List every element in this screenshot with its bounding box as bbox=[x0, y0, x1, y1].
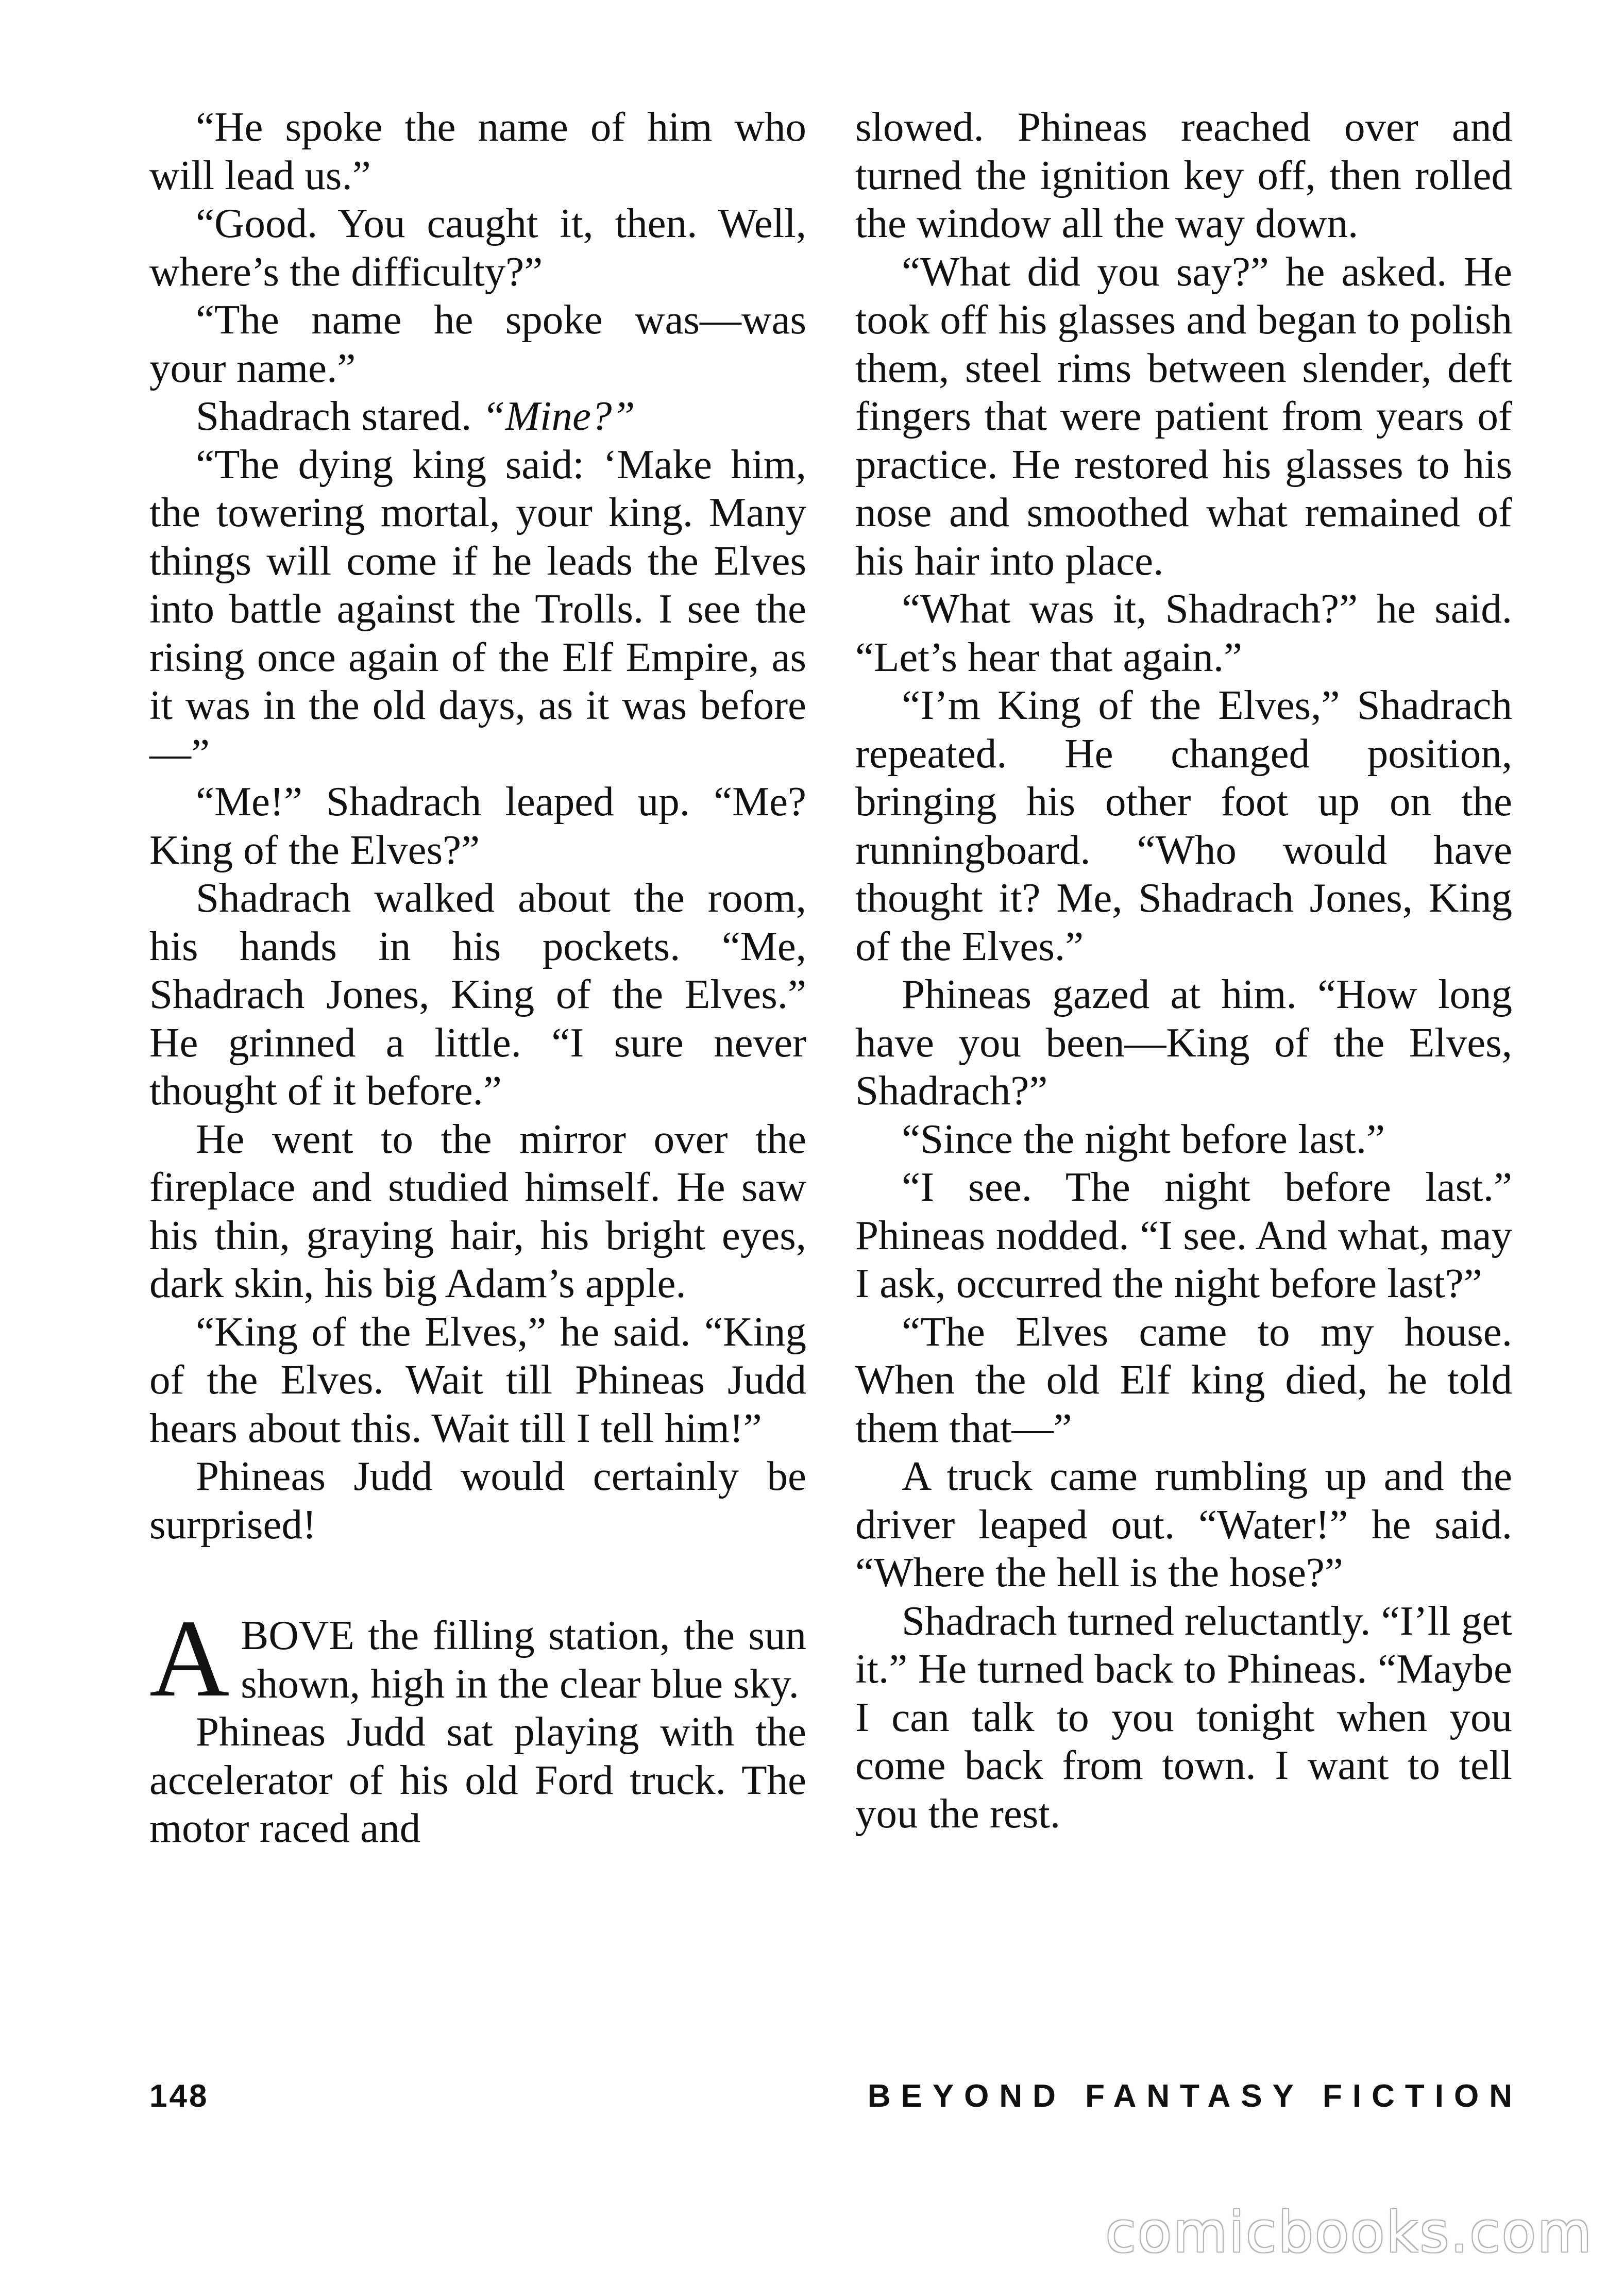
left-column bbox=[149, 103, 806, 1853]
paragraph: “He spoke the name of him who will lead us.” bbox=[149, 104, 806, 198]
section-opening-text: BOVE the filling station, the sun shown, high in the clear blue sky. bbox=[241, 1612, 806, 1707]
stared-sentence: Shadrach stared. bbox=[196, 393, 472, 439]
paragraph: “I’m King of the Elves,” Shadrach repeated. He changed position, bringing his other foot up on the runningboard. “Who would have thought it? Me, Shadrach Jones, King of the Elves.” bbox=[855, 682, 1512, 969]
paragraph: Phineas Judd sat playing with the accelerator of his old Ford truck. The motor raced and bbox=[149, 1708, 806, 1851]
paragraph: Phineas Judd would certainly be surprised! bbox=[149, 1453, 806, 1548]
section-opening-paragraph bbox=[149, 1597, 806, 1720]
paragraph bbox=[149, 392, 806, 441]
paragraph: slowed. Phineas reached over and turned the ignition key off, then rolled the window all the way down. bbox=[855, 104, 1512, 246]
paragraph: Shadrach walked about the room, his hands in his pockets. “Me, Shadrach Jones, King of the Elves.” He grinned a little. “I sure never thought of it before.” bbox=[149, 875, 806, 1114]
paragraph: “The name he spoke was—was your name.” bbox=[149, 296, 806, 391]
paragraph: “King of the Elves,” he said. “King of the Elves. Wait till Phineas Judd hears about this. Wait till I tell him!” bbox=[149, 1308, 806, 1451]
paragraph: “The dying king said: ‘Make him, the towering mortal, your king. Many things will come if he leads the Elves into battle against the Trolls. I see the rising once again of the Elf Empire, as it was in the old days, as it was before—” bbox=[149, 441, 806, 777]
paragraph: “Good. You caught it, then. Well, where’s the difficulty?” bbox=[149, 200, 806, 295]
page-number: 148 bbox=[149, 2078, 209, 2114]
mine-quote: “Mine?” bbox=[482, 393, 635, 439]
paragraph: A truck came rumbling up and the driver leaped out. “Water!” he said. “Where the hell is the hose?” bbox=[855, 1453, 1512, 1596]
paragraph: Shadrach turned reluctantly. “I’ll get it.” He turned back to Phineas. “Maybe I can talk to you tonight when you come back from town. I want to tell you the rest. bbox=[855, 1597, 1512, 1837]
paragraph: “What was it, Shadrach?” he said. “Let’s hear that again.” bbox=[855, 585, 1512, 680]
paragraph: Phineas gazed at him. “How long have you been—King of the Elves, Shadrach?” bbox=[855, 971, 1512, 1114]
paragraph: “Me!” Shadrach leaped up. “Me? King of the Elves?” bbox=[149, 778, 806, 873]
paragraph: “I see. The night before last.” Phineas nodded. “I see. And what, may I ask, occurred the night before last?” bbox=[855, 1164, 1512, 1306]
drop-cap: A bbox=[149, 1597, 230, 1720]
paragraph: “The Elves came to my house. When the old Elf king died, he told them that—” bbox=[855, 1308, 1512, 1451]
magazine-title: BEYOND FANTASY FICTION bbox=[867, 2078, 1523, 2114]
right-column bbox=[855, 103, 1512, 1838]
paragraph: He went to the mirror over the fireplace and studied himself. He saw his thin, graying hair, his bright eyes, dark skin, his big Adam’s apple. bbox=[149, 1115, 806, 1306]
page-footer bbox=[149, 2078, 1523, 2119]
paragraph: “What did you say?” he asked. He took off his glasses and began to polish them, steel rims between slender, deft fingers that were patient from years of practice. He restored his glasses to his nose and smoothed what remained of his hair into place. bbox=[855, 248, 1512, 584]
paragraph: “Since the night before last.” bbox=[902, 1115, 1385, 1162]
watermark: comicbooks.com bbox=[1105, 2201, 1593, 2265]
